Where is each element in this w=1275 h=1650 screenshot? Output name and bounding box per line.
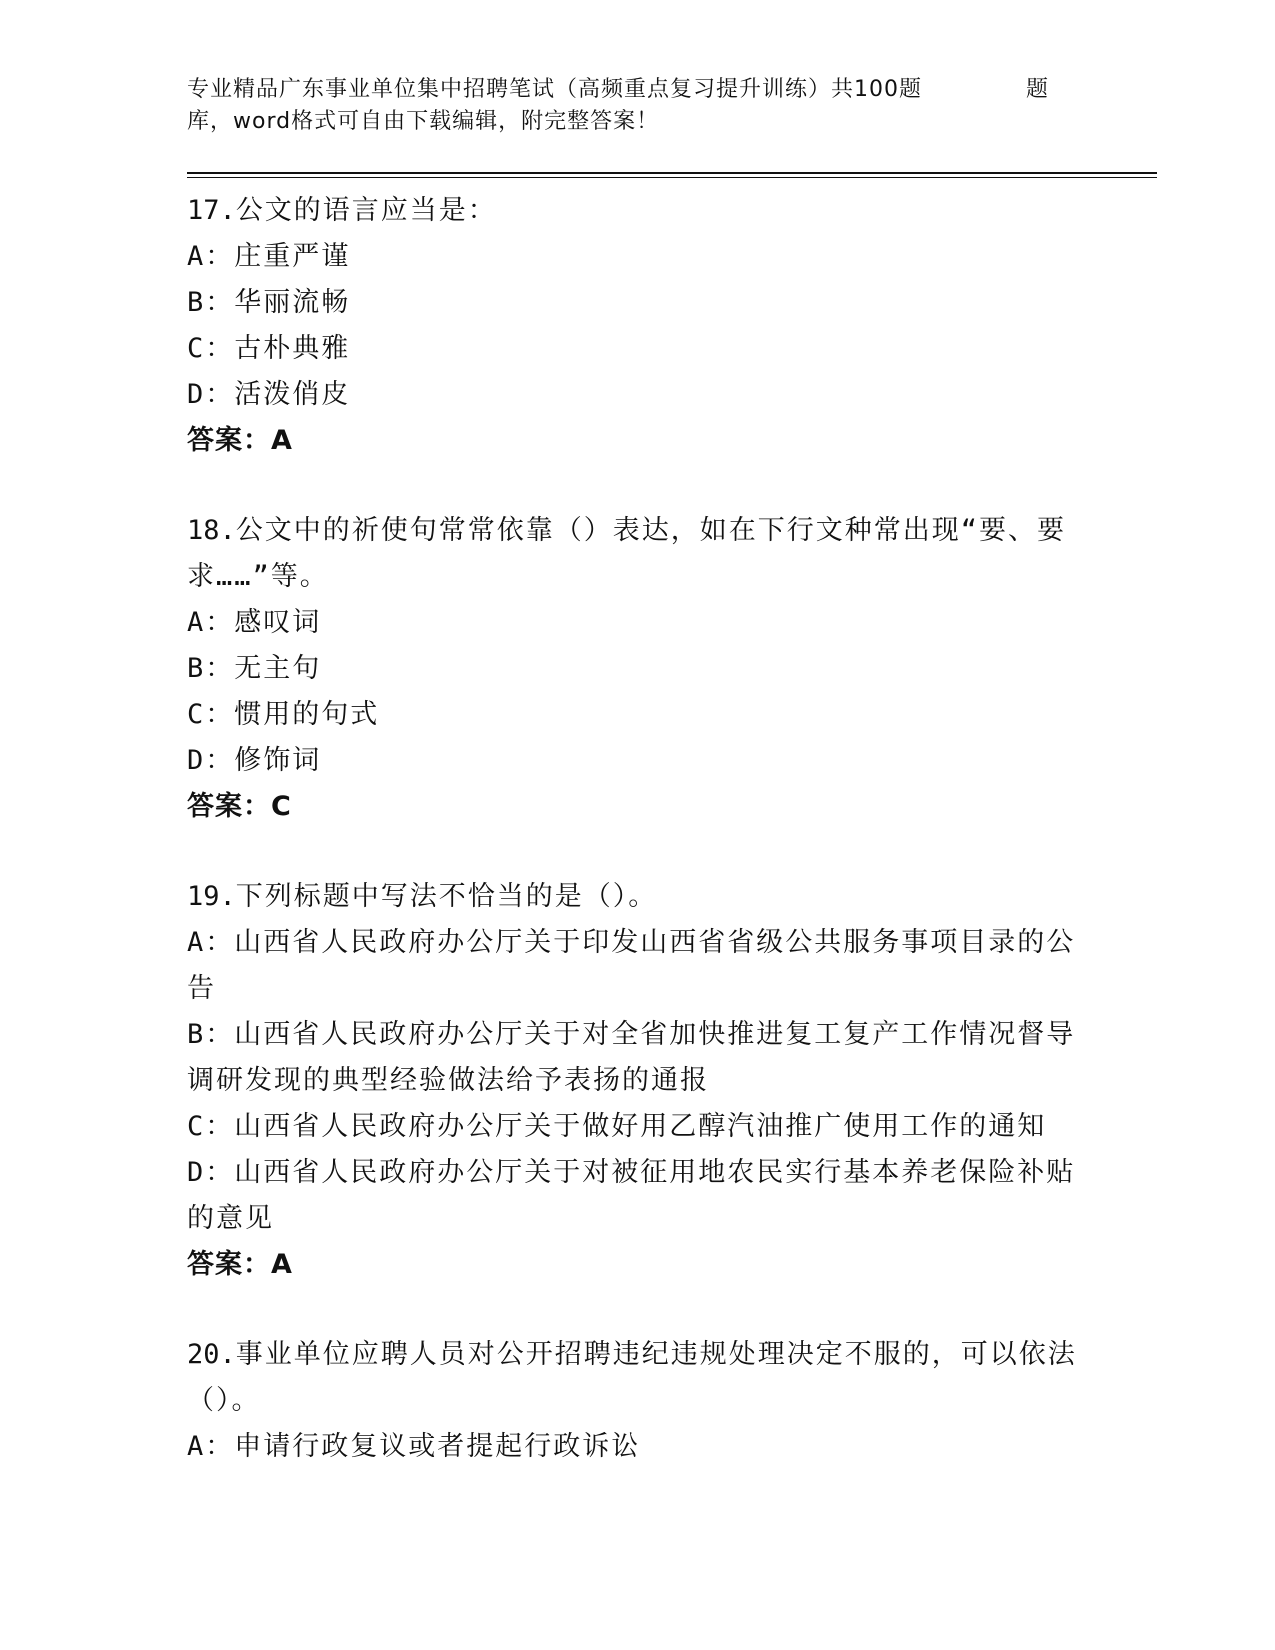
question-text: 公文的语言应当是： [235,195,497,226]
question-stem [187,1332,1077,1424]
option-d: D：修饰词 [187,745,322,776]
answer: 答案：A [187,1249,293,1280]
header-rule-thin [187,177,1157,178]
option-a: A：庄重严谨 [187,241,351,272]
header-rule-thick [187,172,1157,174]
question-19 [187,874,1077,1288]
question-text: 事业单位应聘人员对公开招聘违纪违规处理决定不服的，可以依法（）。 [187,1339,1077,1416]
option-d: D：山西省人民政府办公厅关于对被征用地农民实行基本养老保险补贴的意见 [187,1157,1076,1234]
question-stem [187,508,1077,600]
option-c: C：惯用的句式 [187,699,380,730]
question-number: 20. [187,1339,236,1370]
question-17 [187,188,1077,464]
header-line-2: 库，word格式可自由下载编辑，附完整答案！ [187,109,660,134]
option-c: C：山西省人民政府办公厅关于做好用乙醇汽油推广使用工作的通知 [187,1111,1047,1142]
option-a: A：申请行政复议或者提起行政诉讼 [187,1431,641,1462]
question-stem [187,874,1077,920]
header-title-tail: 题 [1025,77,1049,102]
answer: 答案：C [187,791,292,822]
question-text: 公文中的祈使句常常依靠（）表达，如在下行文种常出现“要、要求……”等。 [187,515,1067,592]
question-18 [187,508,1077,830]
option-d: D：活泼俏皮 [187,379,351,410]
option-b: B：华丽流畅 [187,287,351,318]
option-b: B：无主句 [187,653,322,684]
answer: 答案：A [187,425,293,456]
header-line-1 [187,74,1087,106]
question-list [187,188,1077,1470]
option-a: A：感叹词 [187,607,322,638]
question-stem [187,188,1077,234]
option-b: B：山西省人民政府办公厅关于对全省加快推进复工复产工作情况督导调研发现的典型经验做法给予表扬的通报 [187,1019,1076,1096]
question-20 [187,1332,1077,1470]
question-number: 17. [187,195,236,226]
option-a: A：山西省人民政府办公厅关于印发山西省省级公共服务事项目录的公告 [187,927,1076,1004]
document-header [187,74,1087,138]
question-number: 19. [187,881,236,912]
header-title: 专业精品广东事业单位集中招聘笔试（高频重点复习提升训练）共100题 [187,77,922,102]
option-c: C：古朴典雅 [187,333,351,364]
question-number: 18. [187,515,236,546]
question-text: 下列标题中写法不恰当的是（）。 [235,881,658,912]
